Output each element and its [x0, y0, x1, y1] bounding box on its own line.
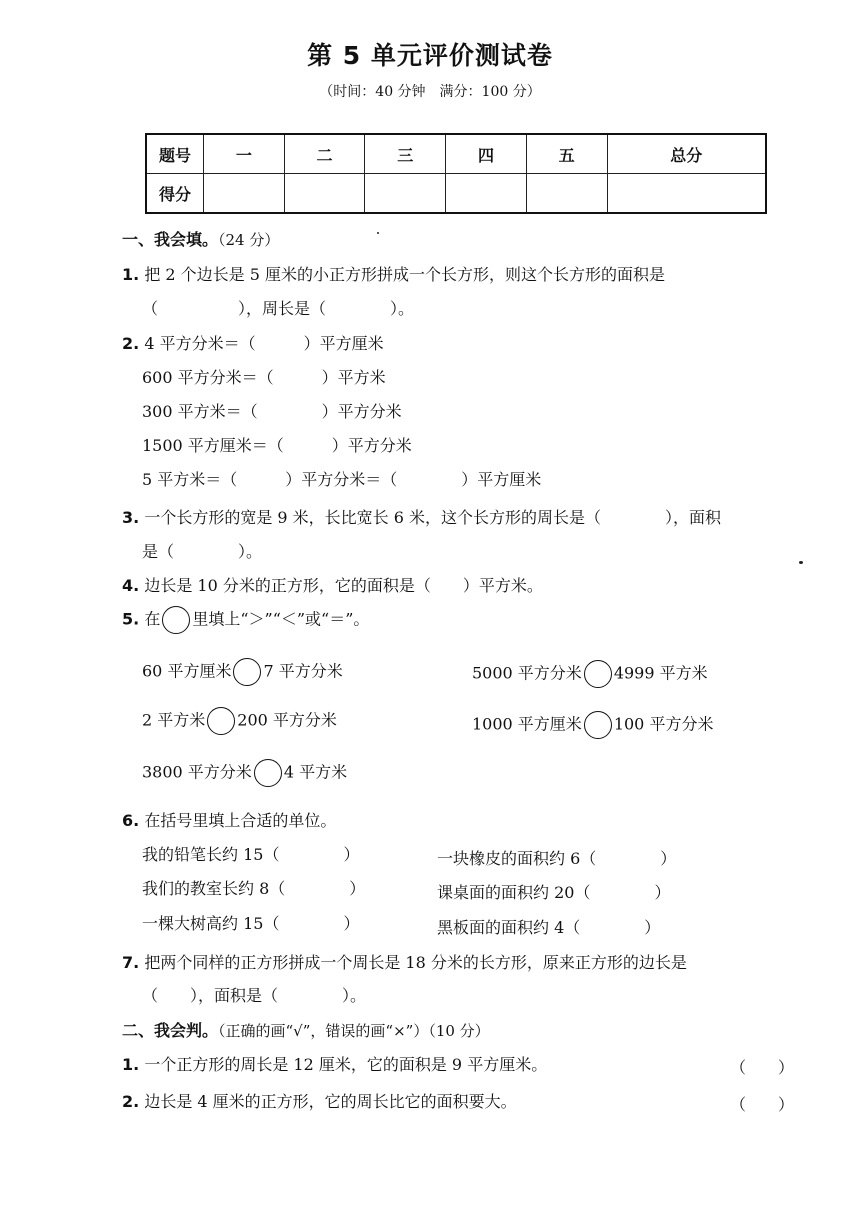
- judge-answer-blank[interactable]: （ ）: [730, 1058, 795, 1077]
- score-table-score-row: [146, 174, 766, 214]
- question-text: 把两个同样的正方形拼成一个周长是 18 分米的长方形，原来正方形的边长是: [144, 953, 687, 972]
- judge-item: [122, 1089, 517, 1112]
- conversion-item: 600 平方分米＝（ ）平方米: [142, 368, 386, 387]
- judge-answer-blank[interactable]: （ ）: [730, 1095, 795, 1114]
- question-text: 一个正方形的周长是 12 厘米，它的面积是 9 平方厘米。: [144, 1055, 548, 1074]
- section1-points: （24 分）: [218, 231, 280, 249]
- question-number: 1.: [122, 265, 140, 284]
- question-6: [122, 808, 336, 831]
- question-2-line1: [122, 331, 384, 354]
- compare-left: 60 平方厘米: [142, 661, 232, 681]
- exam-time-and-score: （时间：40 分钟 满分：100 分）: [319, 84, 541, 100]
- compare-item: [142, 707, 337, 735]
- column-header: 一: [204, 134, 285, 174]
- question-7-line2: （ ），面积是（ ）。: [142, 986, 367, 1005]
- question-text: 里填上“＞”“＜”或“＝”。: [192, 609, 370, 629]
- scan-speck: [377, 232, 379, 234]
- score-cell[interactable]: [284, 174, 365, 214]
- judge-item: [122, 1052, 547, 1075]
- question-number: 1.: [122, 1055, 140, 1074]
- section1-title: 一、我会填。: [122, 230, 219, 249]
- question-text: 一个长方形的宽是 9 米，长比宽长 6 米，这个长方形的周长是（ ），面积: [144, 508, 722, 527]
- compare-left: 3800 平方分米: [142, 762, 252, 782]
- score-cell[interactable]: [204, 174, 285, 214]
- score-table: [145, 133, 767, 214]
- row-label-question-number: 题号: [146, 134, 204, 174]
- question-text: 边长是 10 分米的正方形，它的面积是（ ）平方米。: [144, 576, 543, 595]
- compare-item: [142, 658, 343, 686]
- section2-heading: [122, 1018, 490, 1041]
- compare-circle[interactable]: [584, 711, 612, 739]
- section2-title: 二、我会判。: [122, 1021, 219, 1040]
- question-number: 7.: [122, 953, 140, 972]
- score-cell[interactable]: [526, 174, 607, 214]
- compare-item: [472, 660, 708, 688]
- score-table-header-row: [146, 134, 766, 174]
- unit-item: 我的铅笔长约 15（ ）: [142, 845, 360, 864]
- column-header: 四: [446, 134, 527, 174]
- section2-points: （正确的画“√”，错误的画“×”）（10 分）: [218, 1022, 490, 1040]
- question-1-line2: （ ），周长是（ ）。: [142, 299, 415, 318]
- score-cell[interactable]: [365, 174, 446, 214]
- page-title: 第 5 单元评价测试卷: [307, 41, 553, 70]
- compare-circle[interactable]: [584, 660, 612, 688]
- column-header-total: 总分: [607, 134, 766, 174]
- compare-left: 5000 平方分米: [472, 663, 582, 683]
- compare-item: [472, 711, 713, 739]
- section1-heading: [122, 227, 279, 250]
- compare-circle[interactable]: [233, 658, 261, 686]
- compare-right: 7 平方分米: [263, 661, 343, 681]
- question-5: [122, 606, 369, 634]
- conversion-item: 300 平方米＝（ ）平方分米: [142, 402, 402, 421]
- compare-right: 4999 平方米: [613, 663, 708, 683]
- blank-circle-icon: [162, 606, 190, 634]
- question-text: 在括号里填上合适的单位。: [144, 811, 337, 830]
- question-3-line1: [122, 505, 721, 528]
- compare-right: 200 平方分米: [237, 710, 337, 730]
- question-text: 在: [144, 609, 161, 629]
- question-number: 6.: [122, 811, 140, 830]
- unit-item: 一块橡皮的面积约 6（ ）: [437, 849, 677, 868]
- question-4: [122, 573, 543, 596]
- question-3-line2: 是（ ）。: [142, 542, 263, 561]
- question-1-line1: [122, 262, 665, 285]
- scan-speck: [799, 561, 803, 564]
- compare-circle[interactable]: [254, 759, 282, 787]
- conversion-item: 5 平方米＝（ ）平方分米＝（ ）平方厘米: [142, 470, 542, 489]
- column-header: 三: [365, 134, 446, 174]
- compare-circle[interactable]: [207, 707, 235, 735]
- question-text: 边长是 4 厘米的正方形，它的周长比它的面积要大。: [144, 1092, 517, 1111]
- question-text: 把 2 个边长是 5 厘米的小正方形拼成一个长方形，则这个长方形的面积是: [144, 265, 666, 284]
- unit-item: 一棵大树高约 15（ ）: [142, 914, 360, 933]
- row-label-score: 得分: [146, 174, 204, 214]
- unit-item: 课桌面的面积约 20（ ）: [437, 883, 671, 902]
- question-number: 3.: [122, 508, 140, 527]
- compare-left: 2 平方米: [142, 710, 206, 730]
- conversion-item: 4 平方分米＝（ ）平方厘米: [144, 334, 384, 353]
- unit-item: 黑板面的面积约 4（ ）: [437, 918, 661, 937]
- score-cell[interactable]: [446, 174, 527, 214]
- compare-item: [142, 759, 347, 787]
- question-number: 2.: [122, 1092, 140, 1111]
- column-header: 二: [284, 134, 365, 174]
- conversion-item: 1500 平方厘米＝（ ）平方分米: [142, 436, 412, 455]
- question-7-line1: [122, 950, 687, 973]
- column-header: 五: [526, 134, 607, 174]
- question-number: 4.: [122, 576, 140, 595]
- total-score-cell[interactable]: [607, 174, 766, 214]
- question-number: 2.: [122, 334, 140, 353]
- question-number: 5.: [122, 609, 140, 629]
- compare-left: 1000 平方厘米: [472, 714, 582, 734]
- unit-item: 我们的教室长约 8（ ）: [142, 879, 366, 898]
- compare-right: 100 平方分米: [613, 714, 714, 734]
- compare-right: 4 平方米: [283, 762, 348, 782]
